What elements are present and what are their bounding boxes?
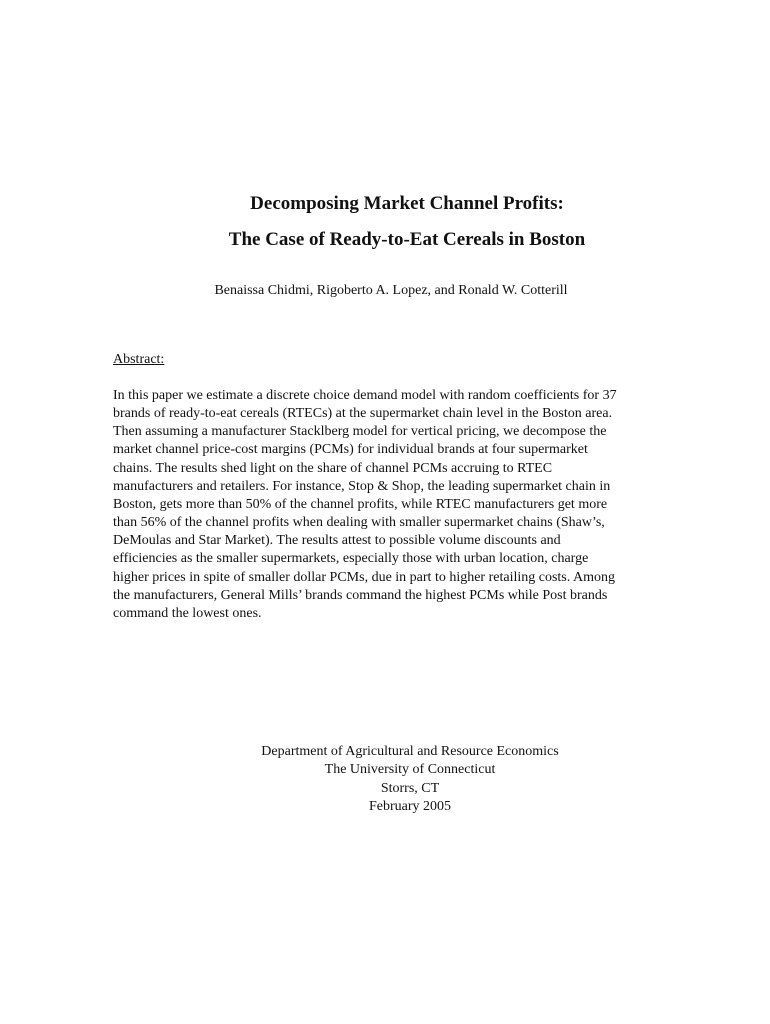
affiliation-block <box>0 743 770 817</box>
abstract-body <box>113 387 673 623</box>
abstract-line: than 56% of the channel profits when dealing with smaller supermarket chains (Shaw’s, <box>113 515 605 531</box>
abstract-line: Boston, gets more than 50% of the channel profits, while RTEC manufacturers get more <box>113 496 608 512</box>
abstract-line: the manufacturers, General Mills’ brands command the highest PCMs while Post brands <box>113 587 608 603</box>
publication-date: February 2005 <box>368 799 452 815</box>
abstract-line: higher prices in spite of smaller dollar PCMs, due in part to higher retailing costs. Among <box>113 569 615 585</box>
abstract-heading: Abstract: <box>113 352 165 367</box>
paper-title-line-2: The Case of Ready-to-Eat Cereals in Boston <box>228 229 586 250</box>
department-name: Department of Agricultural and Resource Economics <box>261 744 559 759</box>
abstract-line: efficiencies as the smaller supermarkets, especially those with urban location, charge <box>113 551 589 567</box>
university-location: Storrs, CT <box>380 780 440 796</box>
abstract-line: Then assuming a manufacturer Stacklberg model for vertical pricing, we decompose the <box>113 424 607 440</box>
abstract-line: DeMoulas and Star Market). The results attest to possible volume discounts and <box>113 533 561 549</box>
abstract-line: brands of ready-to-eat cereals (RTECs) at the supermarket chain level in the Boston area. <box>113 406 613 422</box>
university-name: The University of Connecticut <box>324 762 496 778</box>
abstract-line: In this paper we estimate a discrete choice demand model with random coefficients for 37 <box>113 388 617 403</box>
abstract-line: manufacturers and retailers. For instance, Stop & Shop, the leading supermarket chain in <box>113 478 611 494</box>
paper-title-line-1: Decomposing Market Channel Profits: <box>250 193 564 214</box>
author-list: Benaissa Chidmi, Rigoberto A. Lopez, and Ronald W. Cotterill <box>214 283 568 298</box>
abstract-line: chains. The results shed light on the share of channel PCMs accruing to RTEC <box>113 460 553 476</box>
abstract-line: market channel price-cost margins (PCMs) for individual brands at four supermarket <box>113 442 588 458</box>
abstract-line: command the lowest ones. <box>113 605 262 621</box>
